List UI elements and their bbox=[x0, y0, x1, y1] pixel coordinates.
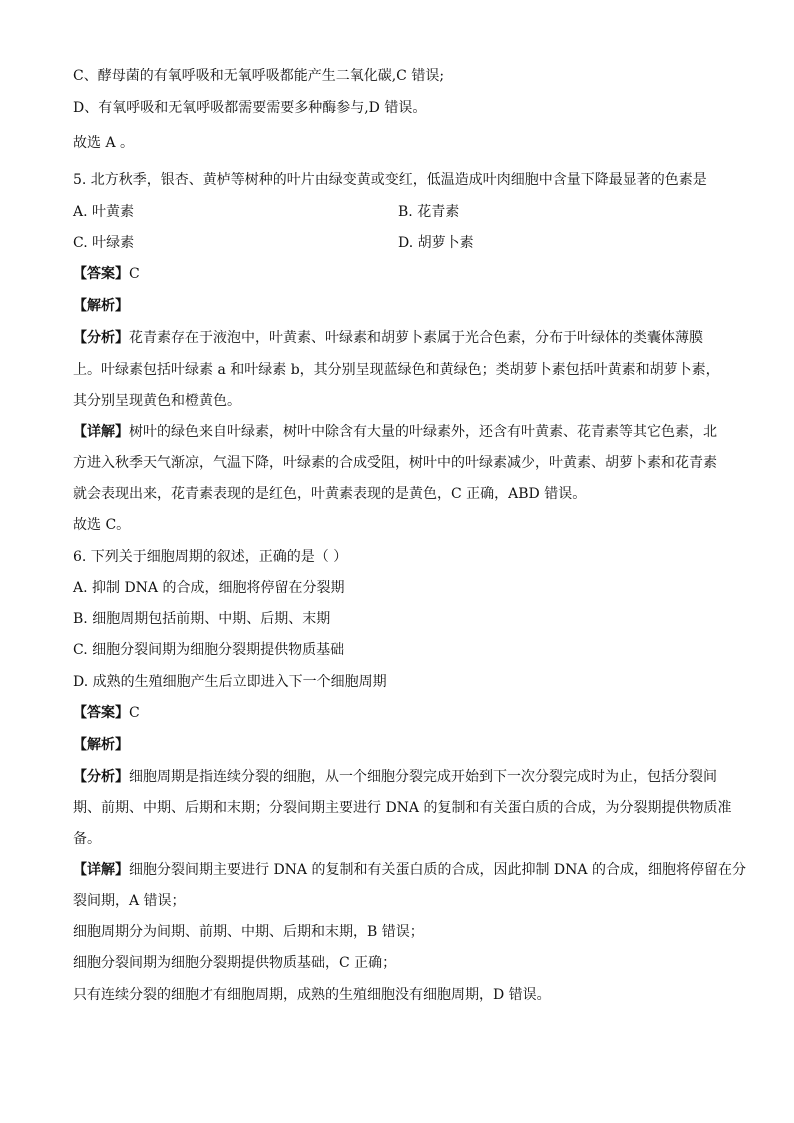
q6-xiangjie-line-3: 细胞周期分为间期、前期、中期、后期和末期，B 错误； bbox=[73, 924, 424, 940]
q6-option-a: A. 抑制 DNA 的合成，细胞将停留在分裂期 bbox=[73, 580, 345, 596]
q6-fenxi-tag: 【分析】 bbox=[73, 769, 129, 785]
q5-analysis-tag: 【解析】 bbox=[73, 298, 129, 314]
q5-xiangjie-line-2: 方进入秋季天气渐凉，气温下降，叶绿素的合成受阻，树叶中的叶绿素减少，叶黄素、胡萝卜素和花青素 bbox=[73, 455, 717, 471]
q6-fenxi-line-3: 备。 bbox=[73, 831, 101, 847]
q5-fenxi-line-2: 上。叶绿素包括叶绿素 a 和叶绿素 b，其分别呈现蓝绿色和黄绿色；类胡萝卜素包括叶黄素和胡萝卜素， bbox=[73, 362, 720, 378]
q5-fenxi-tag: 【分析】 bbox=[73, 330, 129, 346]
q6-option-d: D. 成熟的生殖细胞产生后立即进入下一个细胞周期 bbox=[73, 674, 387, 690]
q5-answer-tag: 【答案】 bbox=[73, 266, 129, 282]
q6-stem: 6. 下列关于细胞周期的叙述，正确的是（ ） bbox=[73, 549, 348, 565]
q6-option-c: C. 细胞分裂间期为细胞分裂期提供物质基础 bbox=[73, 642, 345, 658]
q5-conclusion: 故选 C。 bbox=[73, 517, 131, 533]
q6-xiangjie-tag: 【详解】 bbox=[73, 862, 129, 878]
q6-answer-tag: 【答案】 bbox=[73, 705, 129, 721]
q6-fenxi-line-2: 期、前期、中期、后期和末期；分裂间期主要进行 DNA 的复制和有关蛋白质的合成，为分裂期提供物质准 bbox=[73, 800, 732, 816]
q5-option-a: A. 叶黄素 bbox=[73, 204, 135, 220]
q5-option-d: D. 胡萝卜素 bbox=[398, 235, 474, 251]
q6-answer bbox=[73, 703, 733, 723]
q5-answer bbox=[73, 264, 733, 284]
q4-option-d-explanation: D、有氧呼吸和无氧呼吸都需要需要多种酶参与,D 错误。 bbox=[73, 100, 427, 116]
q6-analysis-tag: 【解析】 bbox=[73, 737, 129, 753]
q4-conclusion: 故选 A 。 bbox=[73, 135, 135, 151]
q5-options-row-2 bbox=[73, 233, 733, 253]
q6-xiangjie-line-1: 【详解】细胞分裂间期主要进行 DNA 的复制和有关蛋白质的合成，因此抑制 DNA 的合成，细胞将停留在分 bbox=[73, 862, 746, 878]
q5-options-row-1 bbox=[73, 202, 733, 222]
q5-xiangjie-line-1: 【详解】树叶的绿色来自叶绿素，树叶中除含有大量的叶绿素外，还含有叶黄素、花青素等其它色素，北 bbox=[73, 424, 717, 440]
q6-answer-value: C bbox=[129, 705, 140, 721]
q5-answer-value: C bbox=[129, 266, 140, 282]
q6-xiangjie-line-4: 细胞分裂间期为细胞分裂期提供物质基础，C 正确； bbox=[73, 955, 397, 971]
q5-xiangjie-tag: 【详解】 bbox=[73, 424, 129, 440]
q5-option-b: B. 花青素 bbox=[398, 204, 460, 220]
q5-stem: 5. 北方秋季，银杏、黄栌等树种的叶片由绿变黄或变红，低温造成叶肉细胞中含量下降最显著的色素是 bbox=[73, 172, 707, 188]
q5-option-c: C. 叶绿素 bbox=[73, 235, 135, 251]
q4-option-c-explanation: C、酵母菌的有氧呼吸和无氧呼吸都能产生二氧化碳,C 错误; bbox=[73, 68, 445, 84]
q5-xiangjie-line-3: 就会表现出来，花青素表现的是红色，叶黄素表现的是黄色，C 正确，ABD 错误。 bbox=[73, 486, 587, 502]
q6-xiangjie-line-5: 只有连续分裂的细胞才有细胞周期，成熟的生殖细胞没有细胞周期，D 错误。 bbox=[73, 987, 551, 1003]
q6-option-b: B. 细胞周期包括前期、中期、后期、末期 bbox=[73, 611, 331, 627]
q5-fenxi-line-3: 其分别呈现黄色和橙黄色。 bbox=[73, 393, 241, 409]
q6-xiangjie-line-2: 裂间期，A 错误； bbox=[73, 893, 186, 909]
q6-fenxi-line-1: 【分析】细胞周期是指连续分裂的细胞，从一个细胞分裂完成开始到下一次分裂完成时为止，包括分裂间 bbox=[73, 769, 717, 785]
q5-fenxi-line-1: 【分析】花青素存在于液泡中，叶黄素、叶绿素和胡萝卜素属于光合色素，分布于叶绿体的类囊体薄膜 bbox=[73, 330, 703, 346]
